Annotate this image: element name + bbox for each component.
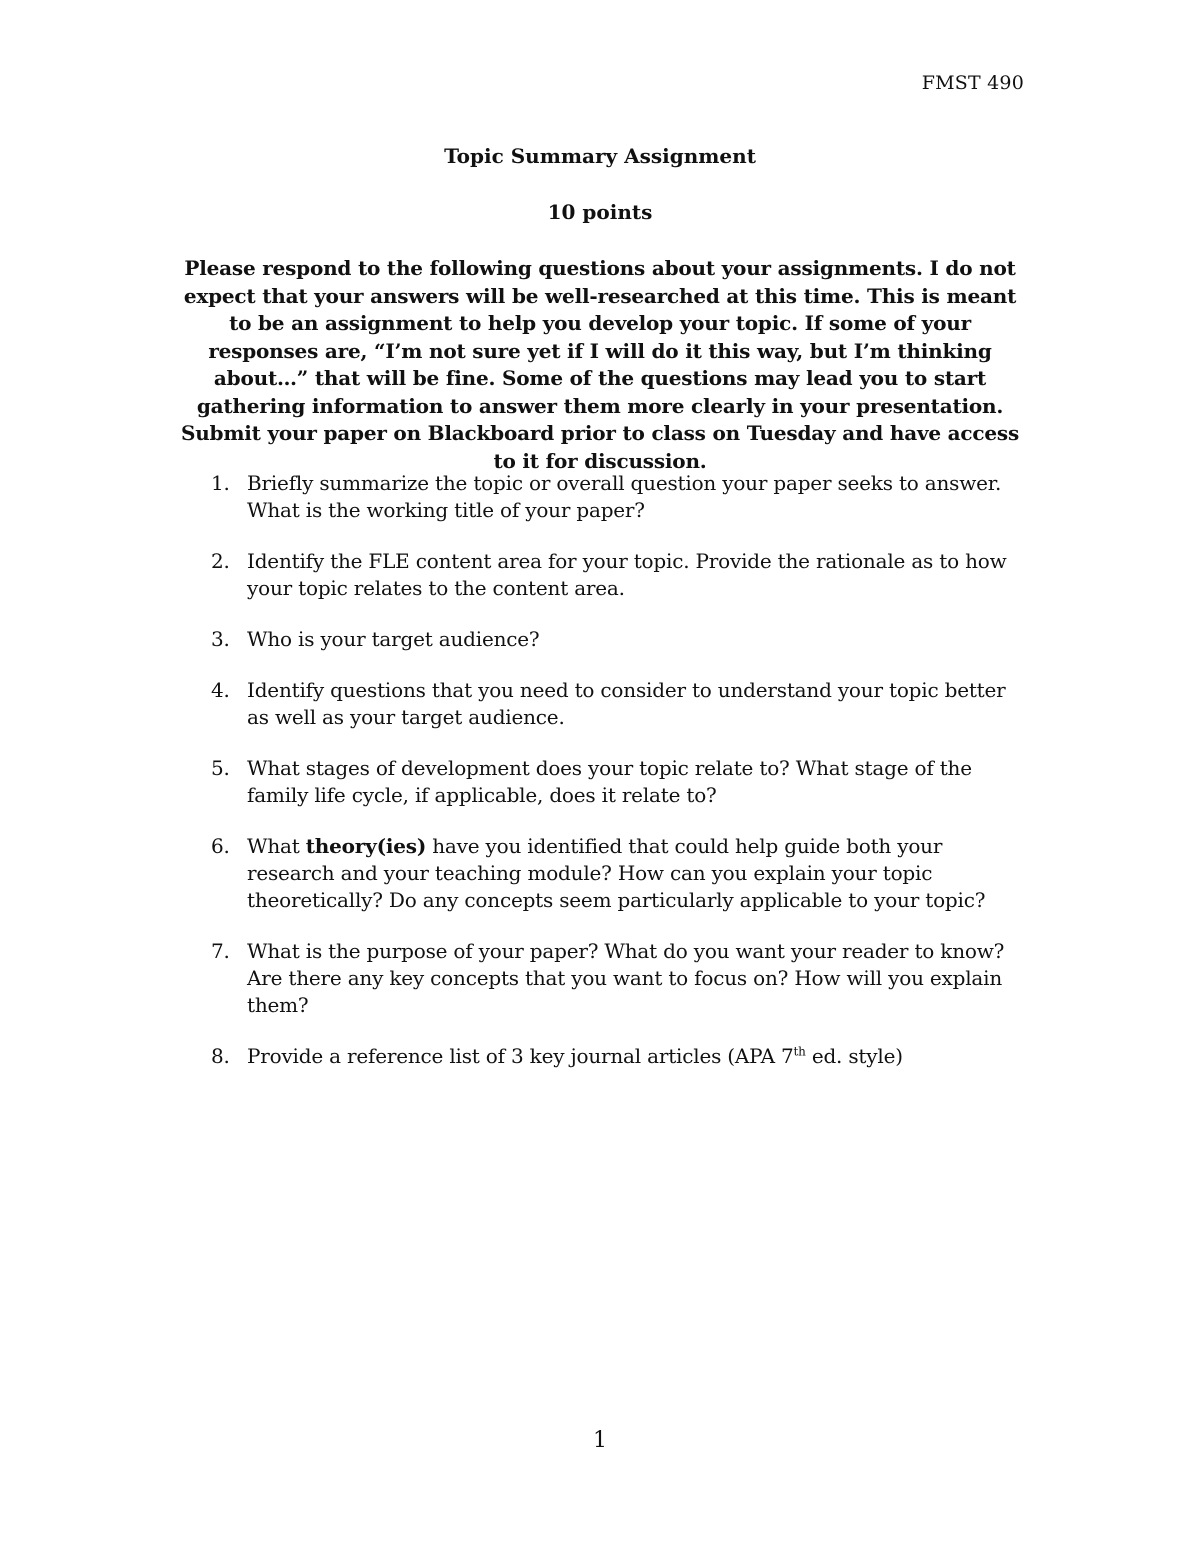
- question-item: [205, 833, 1025, 914]
- question-text-start: What: [247, 834, 306, 858]
- question-text: What is the purpose of your paper? What do you want your reader to know? Are there any key concepts that you want to focus on? How will you explain them?: [247, 939, 1005, 1017]
- edition-superscript: th: [793, 1044, 806, 1059]
- question-item: [205, 938, 1025, 1019]
- points-value: 10 points: [547, 200, 653, 224]
- question-text: What stages of development does your topic relate to? What stage of the family life cycle, if applicable, does it relate to?: [247, 756, 972, 807]
- question-number: 7.: [211, 939, 230, 963]
- question-number: 4.: [211, 678, 230, 702]
- question-text: Who is your target audience?: [247, 627, 540, 651]
- question-item: [205, 548, 1025, 602]
- instructions-paragraph: Please respond to the following questions about your assignments. I do not expect that your answers will be well-researched at this time. This is meant to be an assignment to help you develop your topic. If some of your responses are, “I’m not sure yet if I will do it this way, but I’m thinking about…” that will be fine. Some of the questions may lead you to start gathering information to answer them more clearly in your presentation. Submit your paper on Blackboard prior to class on Tuesday and have access to it for discussion.: [180, 256, 1020, 473]
- question-text: Identify questions that you need to consider to understand your topic better as well as your target audience.: [247, 678, 1006, 729]
- question-text: [247, 834, 985, 912]
- question-item: [205, 1043, 1025, 1070]
- question-number: 3.: [211, 627, 230, 651]
- question-text: [247, 1044, 903, 1068]
- question-text-end: ed. style): [805, 1044, 903, 1068]
- document-title: Topic Summary Assignment: [444, 144, 756, 168]
- question-item: [205, 755, 1025, 809]
- question-text: Identify the FLE content area for your topic. Provide the rationale as to how your topic relates to the content area.: [247, 549, 1007, 600]
- page-number: 1: [593, 1428, 607, 1453]
- question-number: 1.: [211, 471, 230, 495]
- question-item: [205, 626, 1025, 653]
- question-text: Briefly summarize the topic or overall question your paper seeks to answer. What is the working title of your paper?: [247, 471, 1002, 522]
- question-number: 5.: [211, 756, 230, 780]
- course-code: FMST 490: [921, 72, 1024, 94]
- question-number: 6.: [211, 834, 230, 858]
- question-number: 8.: [211, 1044, 230, 1068]
- question-text-start: Provide a reference list of 3 key journal articles (APA 7: [247, 1044, 794, 1068]
- question-text-end: have you identified that could help guide both your research and your teaching module? How can you explain your topic theoretically? Do any concepts seem particularly applicable to your topic?: [247, 834, 986, 912]
- question-list: [205, 470, 1025, 1094]
- question-item: [205, 677, 1025, 731]
- question-number: 2.: [211, 549, 230, 573]
- question-item: [205, 470, 1025, 524]
- theory-emphasis: theory(ies): [305, 834, 427, 858]
